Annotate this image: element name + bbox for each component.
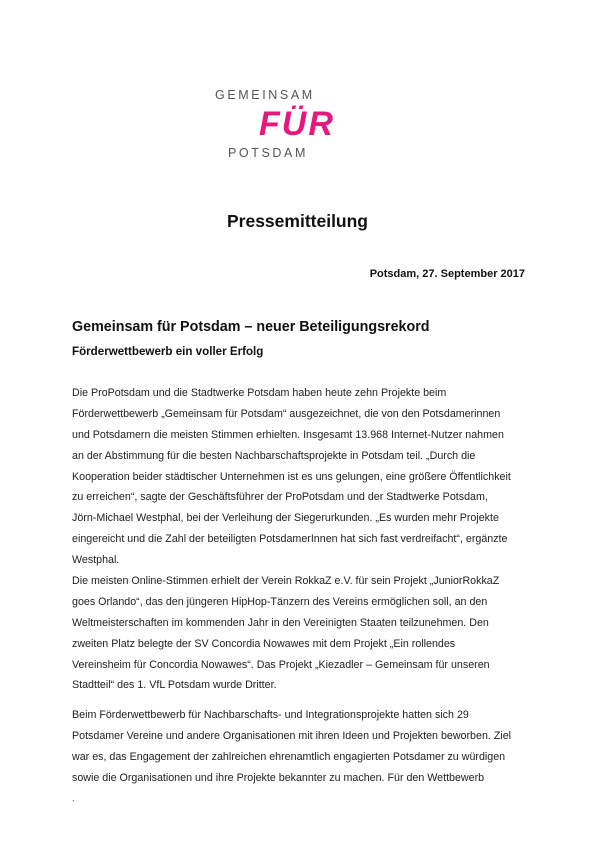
paragraph-line: Die meisten Online-Stimmen erhielt der Verein RokkaZ e.V. für sein Projekt „JuniorRokkaZ — [72, 575, 500, 587]
logo-text-middle: FÜR — [259, 105, 335, 143]
paragraph-line: Weltmeisterschaften im kommenden Jahr in den Vereinigten Staaten teilzunehmen. Den — [72, 616, 489, 629]
logo — [205, 88, 355, 168]
subheadline: Förderwettbewerb ein voller Erfolg — [72, 345, 264, 358]
paragraph-line: Vereinsheim für Concordia Nowawes“. Das Projekt „Kiezadler – Gemeinsam für unseren — [72, 658, 490, 671]
paragraph-line: war es, das Engagement der zahlreichen ehrenamtlich engagierten Potsdamer zu würdigen — [72, 750, 506, 763]
footer-mark: . — [72, 793, 75, 803]
dateline: Potsdam, 27. September 2017 — [369, 268, 525, 280]
logo-text-top: GEMEINSAM — [215, 88, 315, 102]
paragraph-line: eingereicht und die Zahl der beteiligten PotsdamerInnen hat sich fast verdreifacht“, ergänzte — [72, 533, 508, 546]
paragraph-line: Potsdamer Vereine und andere Organisationen mit ihren Ideen und Projekten beworben. Ziel — [72, 729, 512, 742]
page-title: Pressemitteilung — [226, 211, 369, 231]
paragraph-3 — [72, 705, 532, 789]
paragraph-line: und Potsdamern die meisten Stimmen erhielten. Insgesamt 13.968 Internet-Nutzer nahmen — [72, 428, 504, 441]
paragraph-line: zweiten Platz belegte der SV Concordia Nowawes mit dem Projekt „Ein rollendes — [72, 637, 456, 650]
paragraph-line: an der Abstimmung für die besten Nachbarschaftsprojekte in Potsdam teil. „Durch die — [72, 449, 476, 462]
paragraph-line: sowie die Organisationen und ihre Projekte bekannter zu machen. Für den Wettbewerb — [72, 771, 485, 784]
paragraph-line: zu erreichen“, sagte der Geschäftsführer der ProPotsdam und der Stadtwerke Potsdam, — [72, 491, 488, 504]
paragraph-line: goes Orlando“, das den jüngeren HipHop-Tänzern des Vereins ermöglichen soll, an den — [72, 595, 488, 608]
paragraph-1 — [72, 383, 532, 571]
headline: Gemeinsam für Potsdam – neuer Beteiligungsrekord — [72, 319, 430, 335]
paragraph-line: Förderwettbewerb „Gemeinsam für Potsdam“ ausgezeichnet, die von den Potsdamerinnen — [72, 407, 501, 420]
paragraph-line: Kooperation beider städtischer Unternehmen ist es uns gelungen, eine größere Öffentlichkeit — [72, 470, 511, 483]
paragraph-line: Stadtteil“ des 1. VfL Potsdam wurde Dritter. — [72, 679, 277, 692]
paragraph-line: Beim Förderwettbewerb für Nachbarschafts- und Integrationsprojekte hatten sich 29 — [72, 709, 469, 721]
paragraph-line: Die ProPotsdam und die Stadtwerke Potsdam haben heute zehn Projekte beim — [72, 387, 447, 399]
paragraph-2 — [72, 571, 532, 696]
paragraph-line: Westphal. — [72, 554, 120, 567]
logo-text-bottom: POTSDAM — [228, 146, 309, 160]
paragraph-line: Jörn-Michael Westphal, bei der Verleihung der Siegerurkunden. „Es wurden mehr Projekte — [72, 512, 499, 525]
logo-fuer-wordmark — [249, 102, 339, 144]
